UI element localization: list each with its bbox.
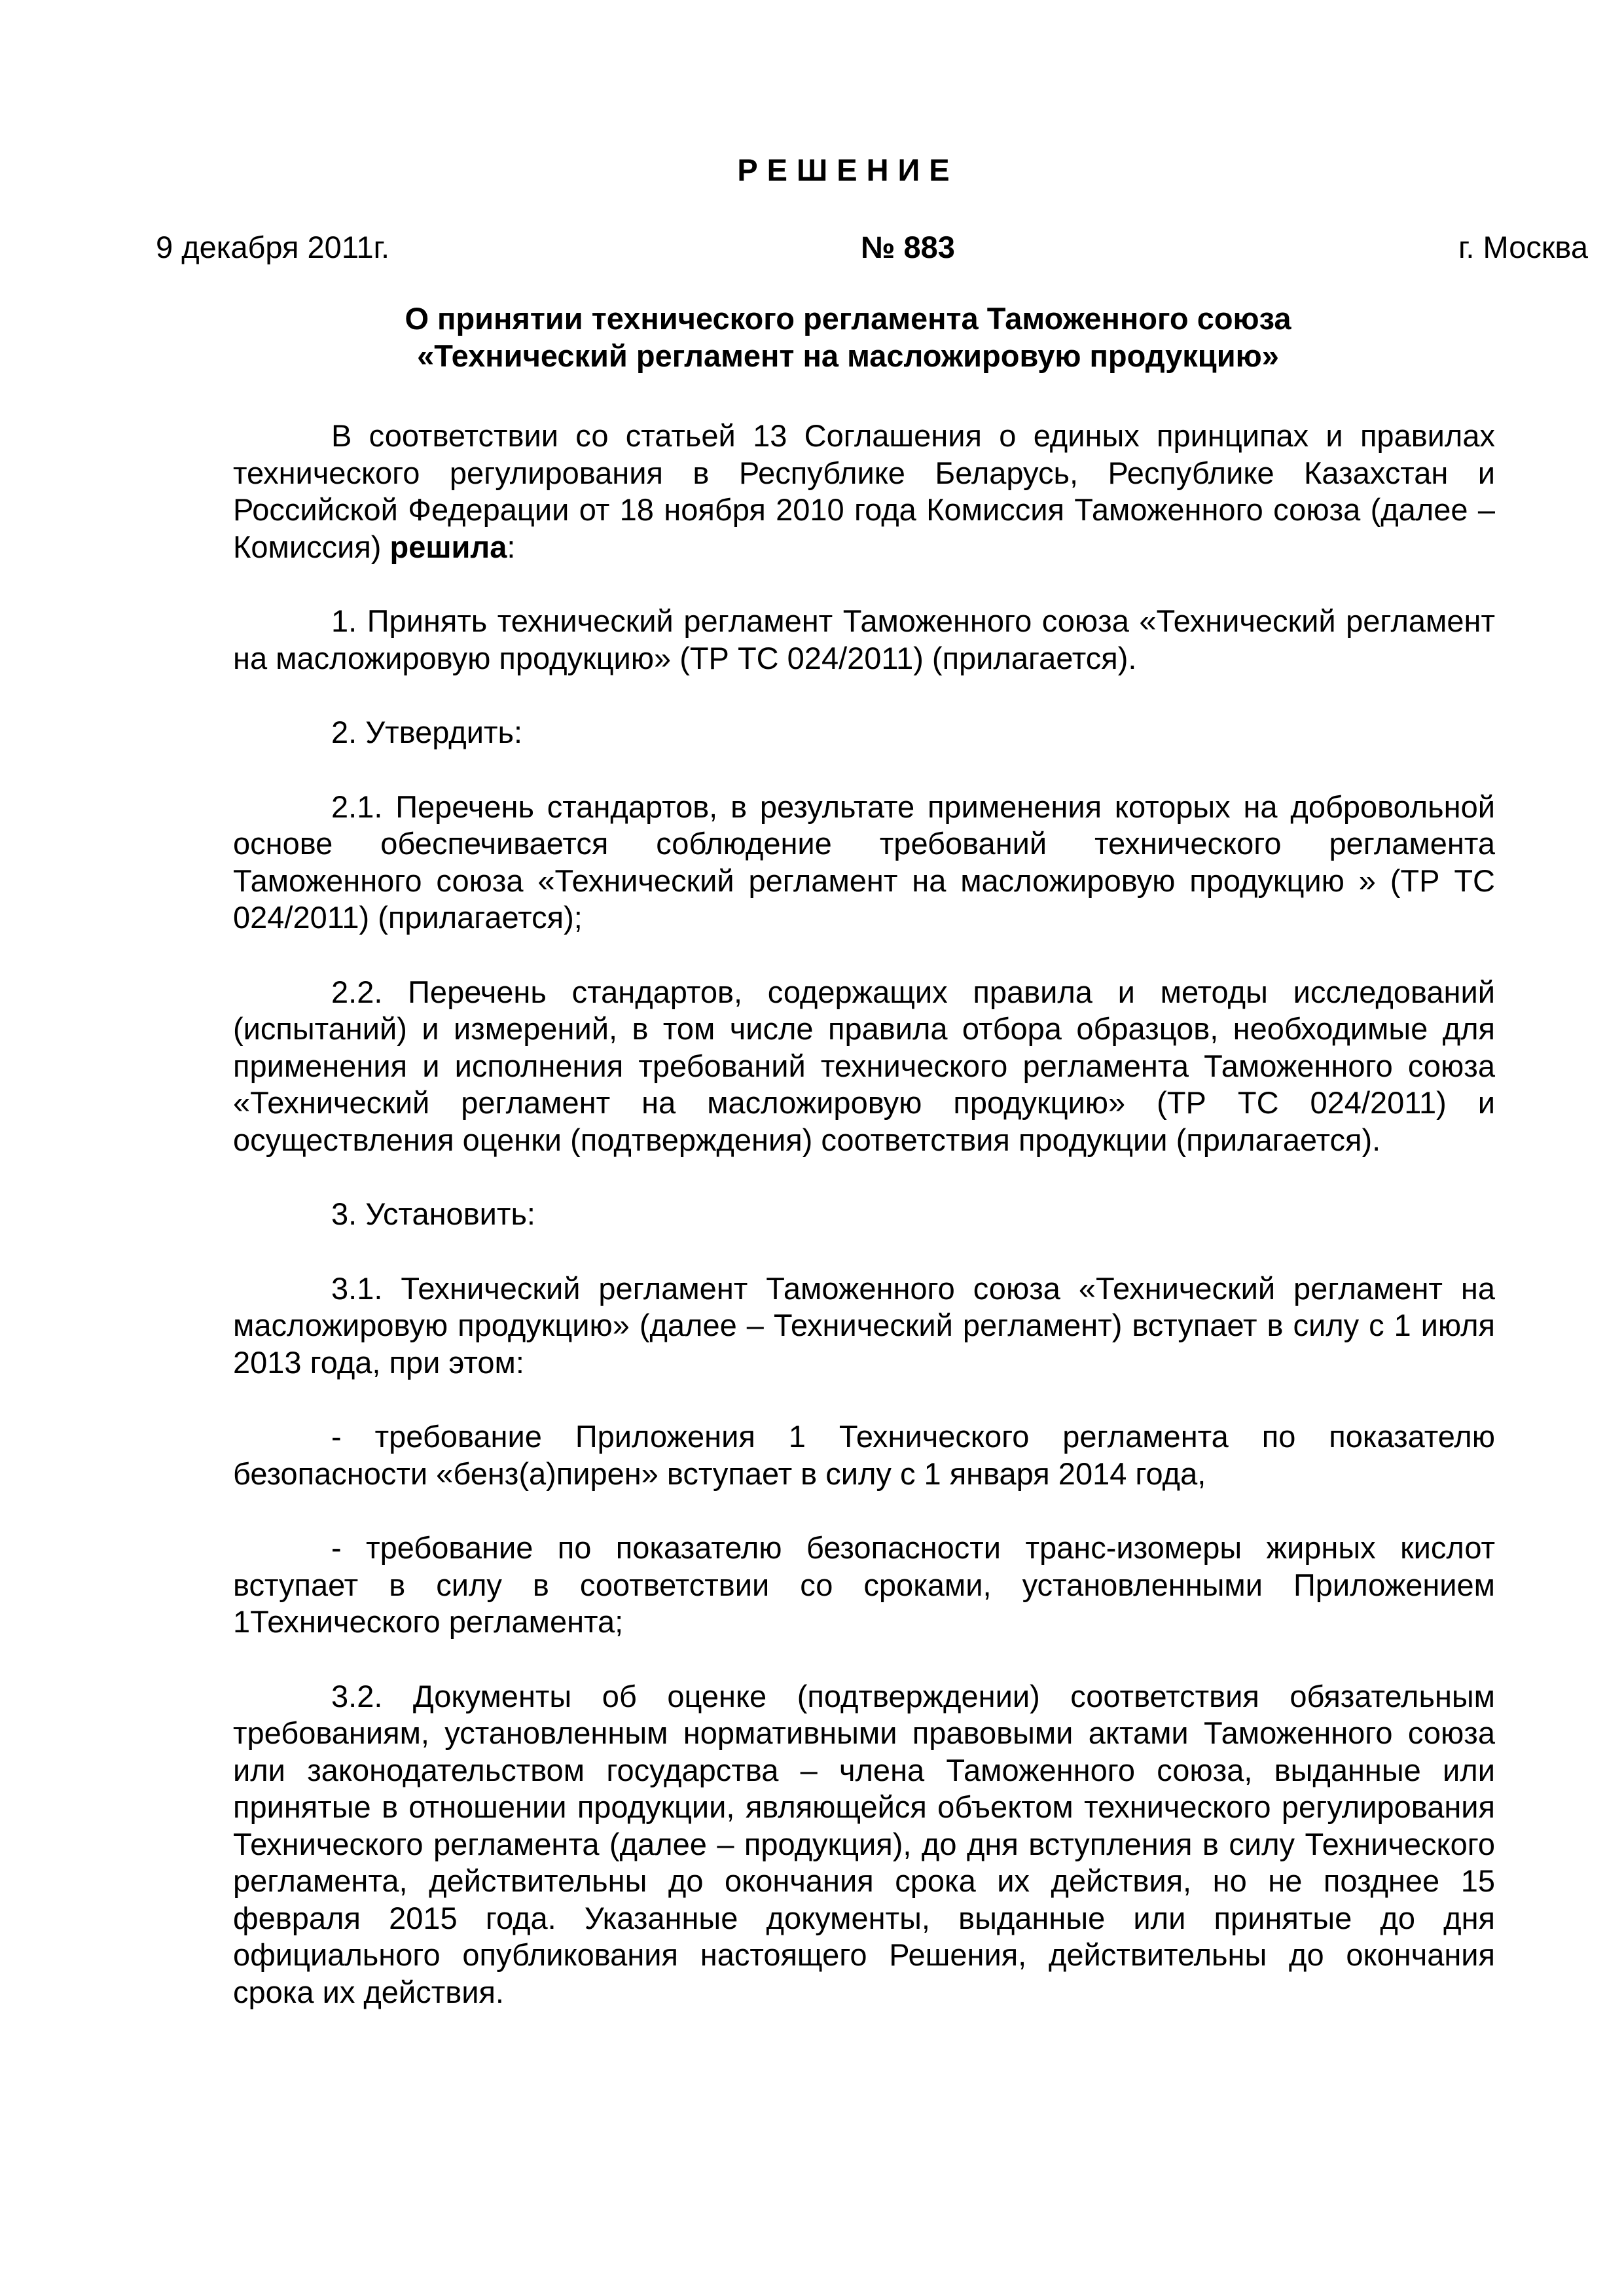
document-body — [233, 418, 1495, 2011]
title-line-1: О принятии технического регламента Таможенного союза — [405, 301, 1291, 336]
paragraph-2-2: 2.2. Перечень стандартов, содержащих правила и методы исследований (испытаний) и измерений, в том числе правила отбора образцов, необходимые для применения и исполнения требований технического регламента Таможенного союза «Технический регламент на масложировую продукцию» (ТР ТС 024/2011) и осуществления оценки (подтверждения) соответствия продукции (прилагается). — [233, 974, 1495, 1157]
title-line-2: «Технический регламент на масложировую продукцию» — [417, 338, 1279, 373]
document-type-heading: РЕШЕНИЕ — [737, 152, 959, 187]
paragraph-2: 2. Утвердить: — [331, 715, 523, 749]
paragraph-2-1: 2.1. Перечень стандартов, в результате применения которых на добровольной основе обеспечивается соблюдение требований технического регламента Таможенного союза «Технический регламент на масложировую продукцию » (ТР ТС 024/2011) (прилагается); — [233, 789, 1495, 935]
intro-end: : — [507, 529, 516, 564]
document-date: 9 декабря 2011г. — [156, 230, 390, 264]
paragraph-3-1: 3.1. Технический регламент Таможенного союза «Технический регламент на масложировую продукцию» (далее – Технический регламент) вступает в силу с 1 июля 2013 года, при этом: — [233, 1270, 1495, 1380]
intro-decision-word: решила — [389, 529, 507, 564]
paragraph-3-1-b: - требование по показателю безопасности транс-изомеры жирных кислот вступает в силу в соответствии со сроками, установленными Приложением 1Технического регламента; — [233, 1530, 1495, 1639]
paragraph-1: 1. Принять технический регламент Таможенного союза «Технический регламент на масложировую продукцию» (ТР ТС 024/2011) (прилагается). — [233, 603, 1495, 675]
paragraph-3-2: 3.2. Документы об оценке (подтверждении) соответствия обязательным требованиям, установленным нормативными правовыми актами Таможенного союза или законодательством государства – члена Таможенного союза, выданные или принятые в отношении продукции, являющейся объектом технического регулирования Технического регламента (далее – продукция), до дня вступления в силу Технического регламента, действительны до окончания срока их действия, но не позднее 15 февраля 2015 года. Указанные документы, выданные или принятые до дня официального опубликования настоящего Решения, действительны до окончания срока их действия. — [233, 1678, 1495, 2009]
document-city: г. Москва — [1458, 230, 1588, 264]
document-number: № 883 — [861, 230, 955, 264]
paragraph-3-1-a: - требование Приложения 1 Технического регламента по показателю безопасности «бенз(а)пирен» вступает в силу с 1 января 2014 года, — [233, 1419, 1495, 1491]
paragraph-3: 3. Установить: — [331, 1196, 535, 1231]
paragraph-intro — [233, 418, 1495, 565]
document-meta-row — [156, 229, 1588, 275]
document-title — [0, 300, 1624, 374]
intro-text: В соответствии со статьей 13 Соглашения о единых принципах и правилах технического регулирования в Республике Беларусь, Республике Казахстан и Российской Федерации от 18 ноября 2010 года Комиссия Таможенного союза (далее – Комиссия) — [233, 418, 1495, 564]
